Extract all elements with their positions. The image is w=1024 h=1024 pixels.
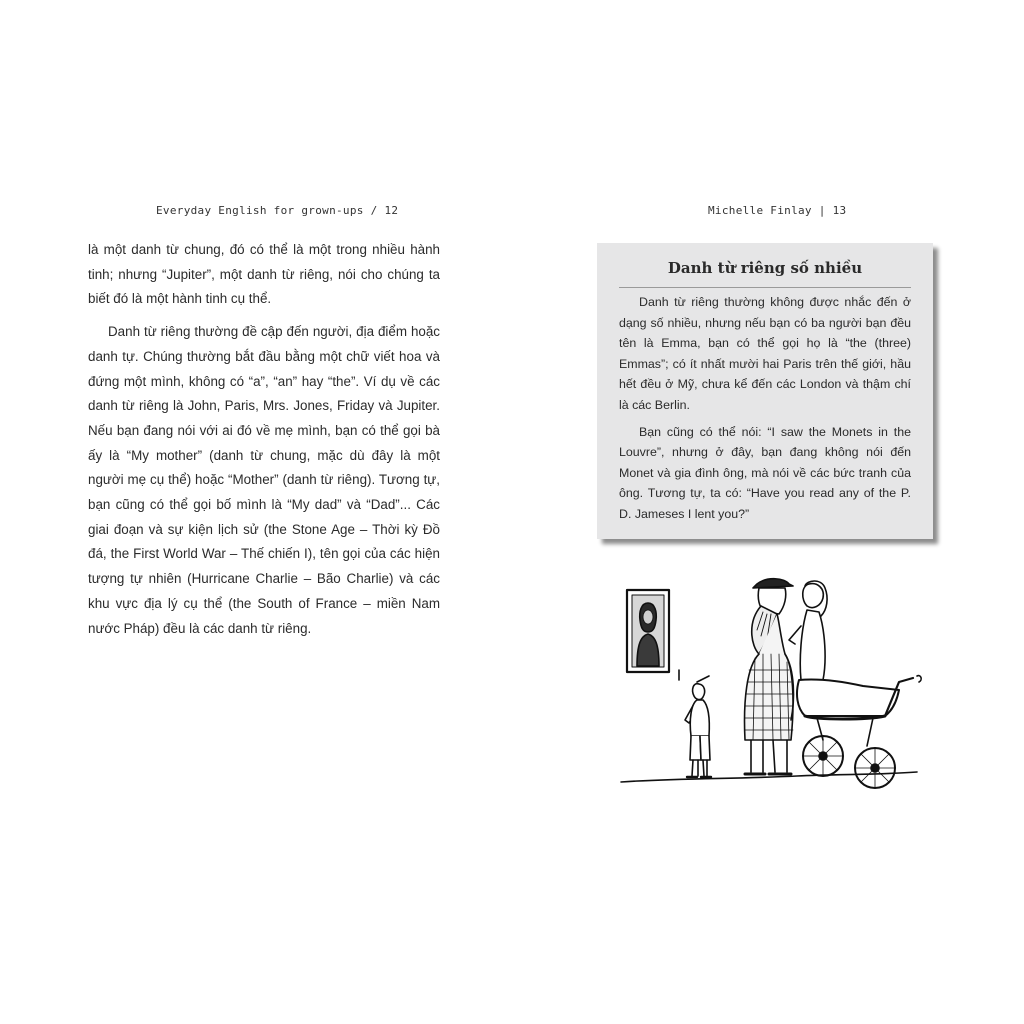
woman-figure	[789, 581, 827, 680]
running-header-left: Everyday English for grown-ups / 12	[156, 204, 399, 217]
man-figure	[745, 579, 794, 774]
museum-family-illustration	[617, 570, 927, 802]
paragraph: Danh từ riêng thường không được nhắc đến ở dạng số nhiều, nhưng nếu bạn có ba người bạn đều tên là Emma, bạn có thể gọi họ là “the (three) Emmas”; có ít nhất mười hai Paris trên thế giới, hầu hết đều ở Mỹ, chưa kể đến các London và thậm chí là các Berlin.	[619, 295, 911, 412]
paragraph: Danh từ riêng thường đề cập đến người, địa điểm hoặc danh tự. Chúng thường bắt đầu bằng một chữ viết hoa và đứng một mình, không có “a”, “an” hay “the”. Ví dụ về các danh từ riêng là John, Paris, Mrs. Jones, Friday và Jupiter. Nếu bạn đang nói với ai đó về mẹ mình, bạn có thể gọi bà ấy là “My mother” (danh từ chung, mặc dù đây là một người mẹ cụ thể) hoặc “Mother” (danh từ riêng). Tương tự, bạn cũng có thể gọi bố mình là “My dad” và “Dad”... Các giai đoạn và sự kiện lịch sử (the Stone Age – Thời kỳ Đồ đá, the First World War – Thế chiến I), tên gọi của các hiện tượng tự nhiên (Hurricane Charlie – Bão Charlie) và các khu vực địa lý cụ thể (the South of France – miền Nam nước Pháp) đều là các danh từ riêng.	[88, 324, 440, 636]
paragraph: Bạn cũng có thể nói: “I saw the Monets in the Louvre”, nhưng ở đây, bạn đang không nói đến Monet và gia đình ông, mà nói về các bức tranh của ông. Tương tự, ta có: “Have you read any of the P. D. Jameses I lent you?”	[619, 424, 911, 521]
sidebar-text	[619, 292, 911, 531]
sidebar-box	[597, 243, 933, 539]
painting-frame-icon	[627, 590, 669, 672]
paragraph: là một danh từ chung, đó có thể là một trong nhiều hành tinh; nhưng “Jupiter”, một danh từ riêng, nói cho chúng ta biết đó là một hành tinh cụ thể.	[88, 242, 440, 307]
sidebar-title: Danh từ riêng số nhiều	[667, 259, 863, 277]
divider	[619, 287, 911, 288]
body-text	[88, 238, 440, 649]
running-header-right: Michelle Finlay | 13	[708, 204, 847, 217]
right-page	[512, 0, 1024, 1024]
child-figure	[685, 676, 711, 777]
pram-icon	[797, 676, 921, 788]
